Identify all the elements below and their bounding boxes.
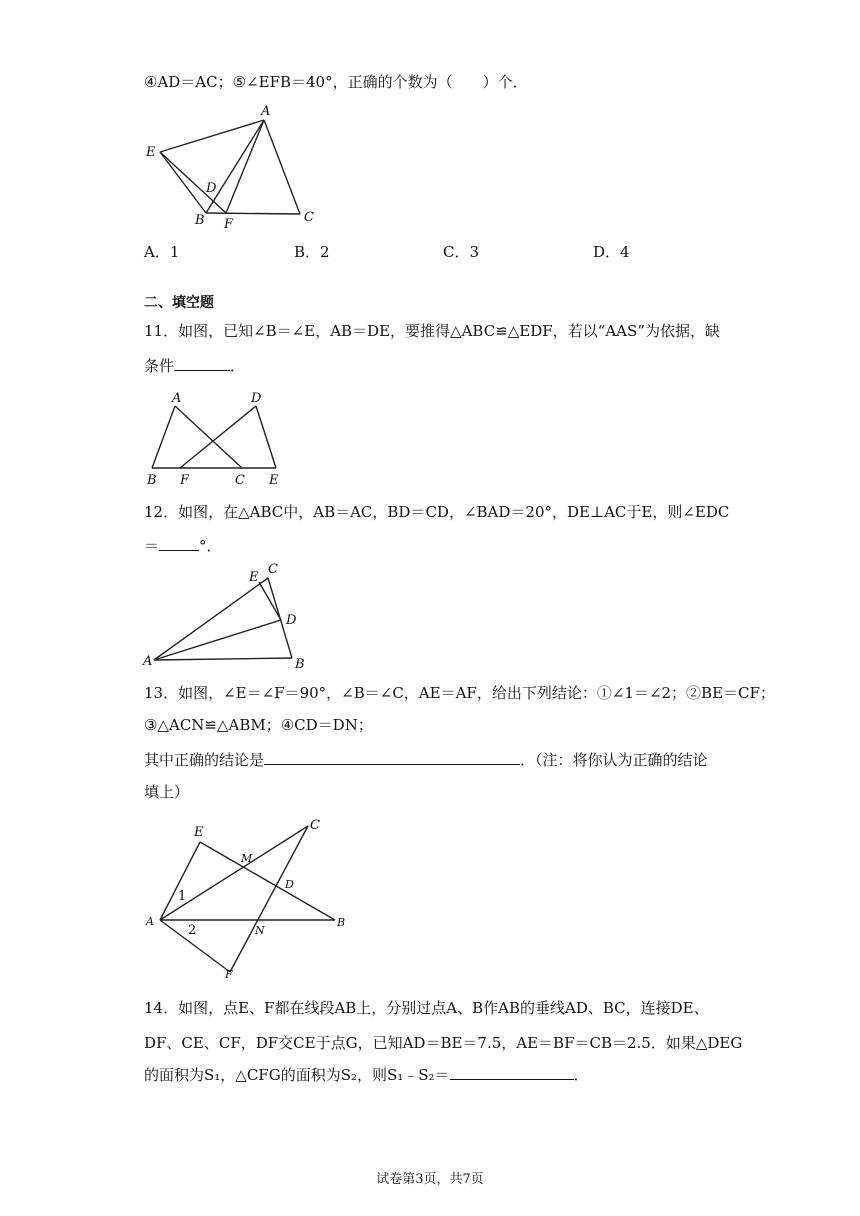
q11-answer-blank[interactable]: [174, 356, 230, 371]
q10-label-b: B: [195, 213, 205, 228]
q10-option-b: B．2: [294, 243, 330, 261]
q14-answer-blank[interactable]: [450, 1065, 574, 1080]
q11-figure: [140, 388, 290, 488]
q11-label-d: D: [251, 391, 262, 406]
q10-label-e: E: [146, 145, 156, 160]
q13-label-e: E: [194, 825, 204, 840]
q11-label-c: C: [235, 473, 245, 488]
q13-label-m: M: [241, 852, 253, 865]
q14-prefix: 的面积为S₁，△CFG的面积为S₂，则S₁﹣S₂＝: [144, 1066, 450, 1084]
q10-figure: [140, 100, 340, 230]
q14-suffix: ．: [573, 1066, 589, 1084]
q14-line2: DF、CE、CF，DF交CE于点G，已知AD＝BE＝7.5，AE＝BF＝CB＝2.5．如果△DEG: [144, 1034, 743, 1052]
q12-figure: [140, 560, 320, 670]
q13-line3: [144, 750, 708, 770]
q13-answer-blank[interactable]: [264, 750, 520, 765]
q13-suffix: ．（注：将你认为正确的结论: [520, 751, 708, 769]
q10-label-f: F: [224, 217, 234, 232]
q11-label-f: F: [180, 473, 190, 488]
q10-label-c: C: [304, 210, 314, 225]
q13-prefix: 其中正确的结论是: [144, 751, 265, 769]
q11-line1: 11．如图，已知∠B＝∠E，AB＝DE，要推得△ABC≌△EDF，若以“AAS”为依据，缺: [144, 322, 720, 340]
q13-label-2: 2: [188, 923, 197, 938]
q13-label-f: F: [225, 968, 233, 981]
q12-label-c: C: [268, 562, 278, 577]
q12-line1: 12．如图，在△ABC中，AB＝AC，BD＝CD，∠BAD＝20°，DE⊥AC于E，则∠EDC: [144, 503, 730, 521]
q13-line1: 13．如图，∠E＝∠F＝90°，∠B＝∠C，AE＝AF，给出下列结论：①∠1＝∠2；②BE＝CF；: [144, 684, 775, 702]
q13-label-1: 1: [178, 889, 187, 904]
q13-figure: [140, 812, 360, 982]
q13-line2: ③△ACN≌△ABM；④CD＝DN；: [144, 716, 373, 734]
q13-label-d: D: [285, 878, 294, 891]
q12-label-a: A: [143, 654, 153, 669]
q12-label-d: D: [286, 613, 297, 628]
q12-prefix: ＝: [144, 537, 160, 555]
q11-prefix: 条件: [144, 357, 175, 375]
q12-line2: [144, 536, 222, 556]
q11-label-a: A: [172, 391, 182, 406]
q13-label-c: C: [310, 818, 320, 833]
q10-conditions-line: ④AD＝AC；⑤∠EFB＝40°，正确的个数为（ ）个．: [144, 73, 528, 91]
q14-line1: 14．如图，点E、F都在线段AB上，分别过点A、B作AB的垂线AD、BC，连接DE、: [144, 999, 709, 1017]
q13-label-a: A: [146, 915, 154, 928]
q10-option-a: A．1: [144, 243, 180, 261]
q12-answer-blank[interactable]: [159, 536, 199, 551]
section-title: 二、填空题: [144, 295, 214, 311]
q11-line2: [144, 356, 245, 376]
q12-suffix: °．: [199, 537, 222, 555]
q11-label-e: E: [269, 473, 279, 488]
q13-label-b: B: [337, 916, 346, 929]
q12-label-e: E: [249, 570, 259, 585]
q14-line3: [144, 1065, 589, 1085]
q10-label-a: A: [261, 104, 271, 119]
q10-option-d: D．4: [593, 243, 630, 261]
q10-option-c: C．3: [443, 243, 480, 261]
q12-label-b: B: [295, 657, 305, 672]
q10-label-d: D: [206, 181, 217, 196]
q13-label-n: N: [255, 924, 265, 937]
q11-suffix: ．: [230, 357, 246, 375]
page-footer: 试卷第3页，共7页: [376, 1172, 484, 1187]
q13-line4: 填上）: [144, 783, 190, 801]
q11-label-b: B: [147, 473, 157, 488]
